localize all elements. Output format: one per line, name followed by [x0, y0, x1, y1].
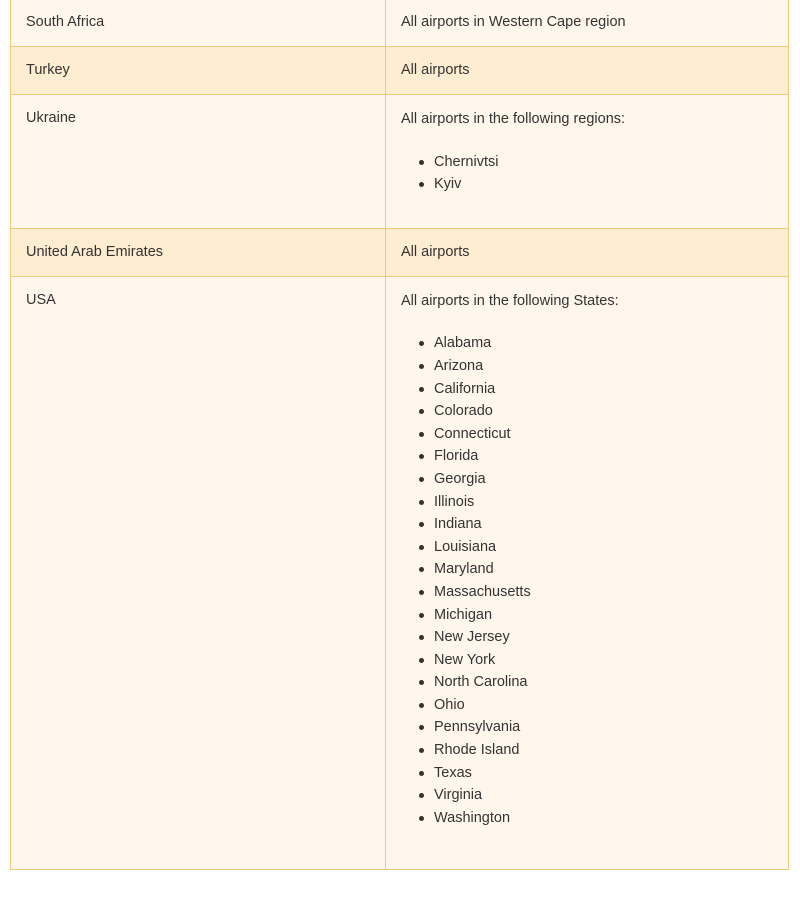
- list-item: Georgia: [434, 468, 774, 491]
- table-row: [11, 276, 789, 870]
- list-item: New York: [434, 649, 774, 672]
- country-name: United Arab Emirates: [26, 243, 164, 260]
- country-cell: [11, 95, 386, 229]
- list-item: Michigan: [434, 604, 774, 627]
- list-item: Washington: [434, 807, 774, 830]
- airports-description: All airports: [401, 62, 470, 78]
- airports-description: All airports in the following regions:: [401, 111, 626, 127]
- state-list: [401, 332, 774, 829]
- airports-description: All airports in the following States:: [401, 292, 619, 309]
- list-item: Maryland: [434, 558, 774, 581]
- list-item: Arizona: [434, 355, 774, 378]
- country-name: Ukraine: [26, 110, 76, 126]
- country-cell: [11, 0, 386, 47]
- list-item: Florida: [434, 445, 774, 468]
- list-item: Ohio: [434, 694, 774, 717]
- list-item: Connecticut: [434, 423, 774, 446]
- list-item: Virginia: [434, 784, 774, 807]
- list-item: Chernivtsi: [434, 151, 774, 174]
- country-cell: [11, 228, 386, 276]
- airports-description: All airports in Western Cape region: [401, 14, 626, 30]
- country-cell: [11, 276, 386, 870]
- list-item: Rhode Island: [434, 739, 774, 762]
- list-item: Kyiv: [434, 173, 774, 196]
- airports-cell: [386, 228, 789, 276]
- list-item: California: [434, 378, 774, 401]
- list-item: Alabama: [434, 332, 774, 355]
- table-row: [11, 95, 789, 229]
- list-item: North Carolina: [434, 671, 774, 694]
- list-item: Texas: [434, 762, 774, 785]
- airport-table-container: [10, 0, 789, 870]
- country-name: Turkey: [26, 62, 70, 78]
- list-item: Indiana: [434, 513, 774, 536]
- airports-cell: [386, 95, 789, 229]
- table-row: [11, 47, 789, 95]
- list-item: Pennsylvania: [434, 716, 774, 739]
- country-name: USA: [26, 291, 56, 308]
- list-item: Colorado: [434, 400, 774, 423]
- table-row: [11, 0, 789, 47]
- list-item: Illinois: [434, 491, 774, 514]
- airport-coverage-table: [10, 0, 789, 870]
- country-name: South Africa: [26, 14, 105, 30]
- region-list: [401, 151, 774, 196]
- list-item: Massachusetts: [434, 581, 774, 604]
- airports-cell: [386, 0, 789, 47]
- list-item: Louisiana: [434, 536, 774, 559]
- airports-cell: [386, 276, 789, 870]
- country-cell: [11, 47, 386, 95]
- airports-cell: [386, 47, 789, 95]
- table-row: [11, 228, 789, 276]
- list-item: New Jersey: [434, 626, 774, 649]
- airports-description: All airports: [401, 243, 470, 260]
